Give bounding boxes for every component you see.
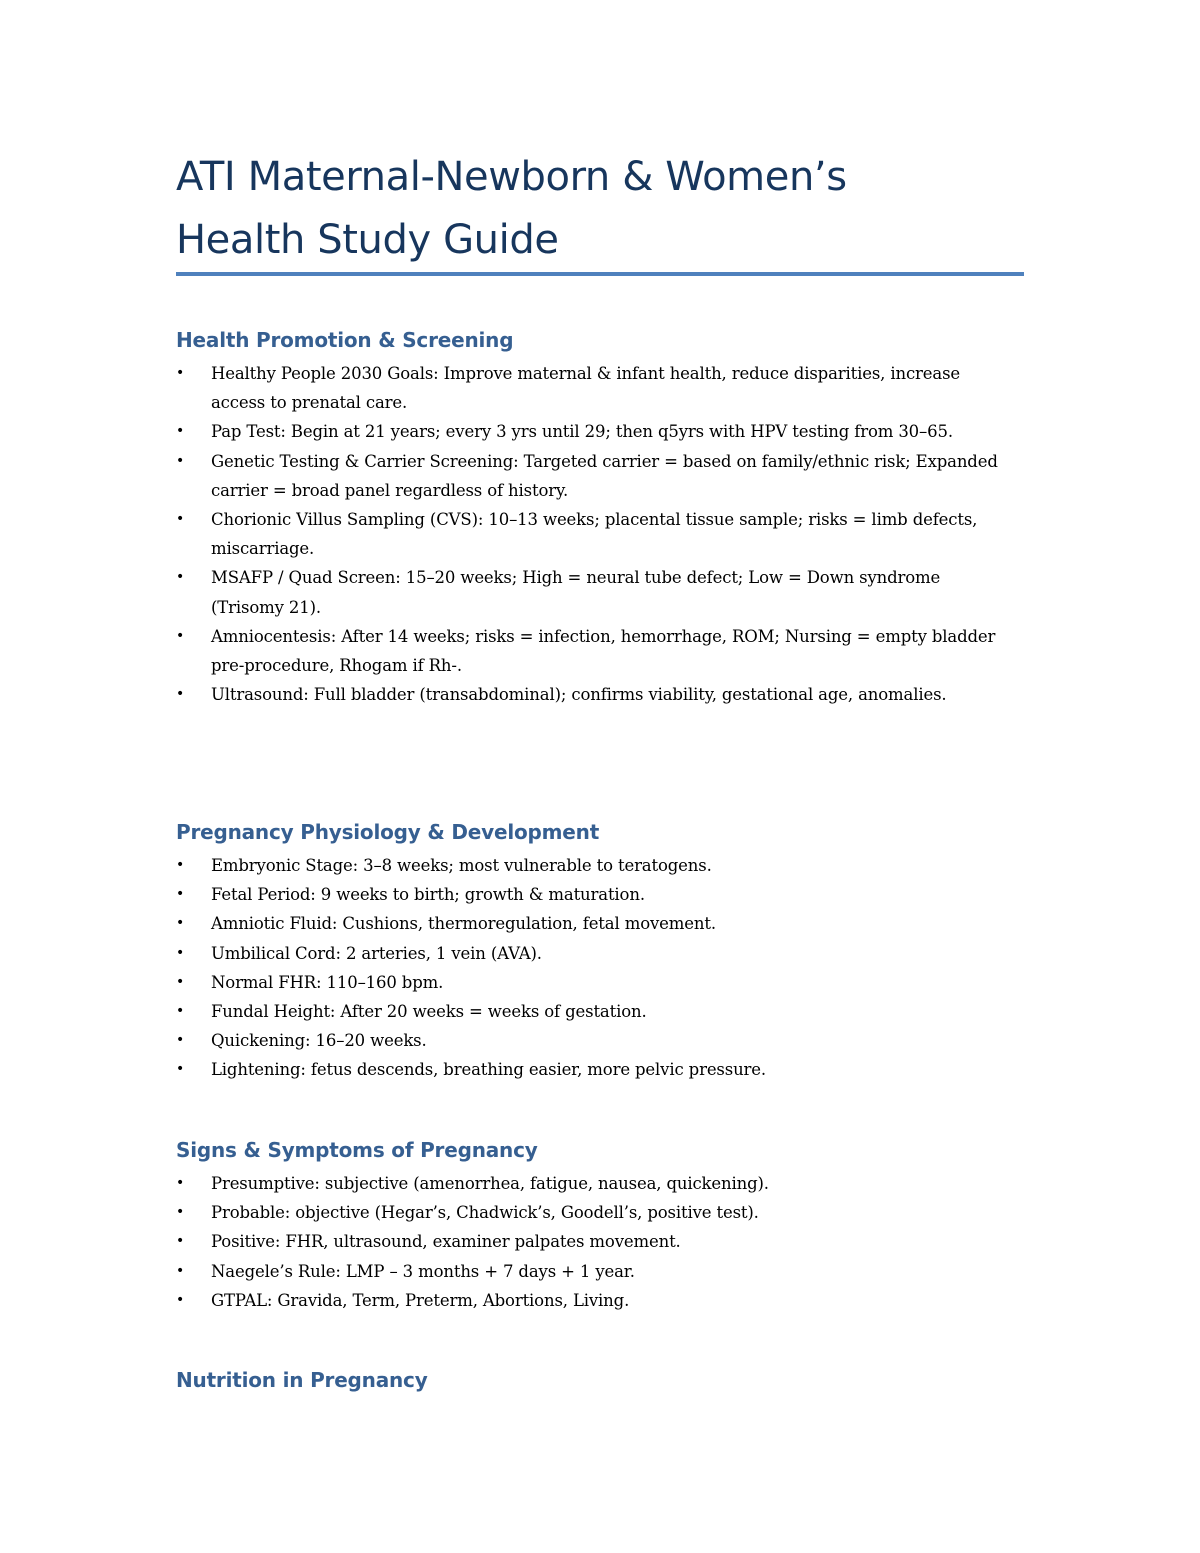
list-item-text: Normal FHR: 110–160 bpm. xyxy=(211,972,444,992)
list-item xyxy=(176,1227,1016,1256)
list-item xyxy=(176,1286,1016,1315)
list-item xyxy=(176,1055,1016,1084)
list-item xyxy=(176,968,1016,997)
list-item-text: Amniotic Fluid: Cushions, thermoregulation, fetal movement. xyxy=(211,914,716,934)
section-nutrition xyxy=(176,1367,1036,1393)
list-item-text: Probable: objective (Hegar’s, Chadwick’s, Goodell’s, positive test). xyxy=(211,1203,759,1223)
list-item xyxy=(176,909,1016,938)
list-item xyxy=(176,563,1016,621)
bullet-list xyxy=(176,1169,1036,1315)
bullet-icon: • xyxy=(176,1204,185,1221)
bullet-icon: • xyxy=(176,452,185,469)
section-heading: Nutrition in Pregnancy xyxy=(176,1368,428,1392)
bullet-icon: • xyxy=(176,686,185,703)
list-item xyxy=(176,505,1016,563)
section-heading: Health Promotion & Screening xyxy=(176,328,514,352)
bullet-list xyxy=(176,359,1036,709)
section-health-promotion xyxy=(176,327,1036,709)
bullet-icon: • xyxy=(176,1233,185,1250)
list-item-text: Lightening: fetus descends, breathing easier, more pelvic pressure. xyxy=(211,1060,766,1080)
list-item-text: Quickening: 16–20 weeks. xyxy=(211,1031,427,1051)
section-signs-symptoms xyxy=(176,1137,1036,1315)
title-underline-rule xyxy=(176,272,1024,276)
document-title xyxy=(176,146,1036,272)
list-item xyxy=(176,447,1016,505)
list-item xyxy=(176,939,1016,968)
list-item xyxy=(176,851,1016,880)
bullet-icon: • xyxy=(176,365,185,381)
list-item xyxy=(176,1169,1016,1198)
list-item-text: Chorionic Villus Sampling (CVS): 10–13 weeks; placental tissue sample; risks = limb defects, miscarriage. xyxy=(211,510,978,559)
section-pregnancy-physiology xyxy=(176,819,1036,1085)
list-item-text: Amniocentesis: After 14 weeks; risks = infection, hemorrhage, ROM; Nursing = empty bladder pre-procedure, Rhogam if Rh-. xyxy=(211,626,996,676)
bullet-list xyxy=(176,851,1036,1085)
list-item xyxy=(176,417,1016,446)
bullet-icon: • xyxy=(176,1032,185,1049)
list-item-text: Naegele’s Rule: LMP – 3 months + 7 days + 1 year. xyxy=(211,1261,635,1281)
list-item-text: Umbilical Cord: 2 arteries, 1 vein (AVA). xyxy=(211,943,542,963)
list-item-text: Healthy People 2030 Goals: Improve maternal & infant health, reduce disparities, increase access to prenatal care. xyxy=(211,364,961,413)
list-item xyxy=(176,1198,1016,1227)
list-item-text: Pap Test: Begin at 21 years; every 3 yrs until 29; then q5yrs with HPV testing from 30–65. xyxy=(211,422,953,442)
bullet-icon: • xyxy=(176,627,185,644)
list-item-text: Genetic Testing & Carrier Screening: Targeted carrier = based on family/ethnic risk; Expanded carrier = broad panel regardless of history. xyxy=(211,451,998,500)
list-item-text: Fundal Height: After 20 weeks = weeks of gestation. xyxy=(211,1002,647,1022)
bullet-icon: • xyxy=(176,511,185,528)
list-item xyxy=(176,1257,1016,1286)
list-item xyxy=(176,680,1016,709)
bullet-icon: • xyxy=(176,915,185,932)
list-item xyxy=(176,997,1016,1026)
list-item-text: Embryonic Stage: 3–8 weeks; most vulnerable to teratogens. xyxy=(211,856,712,875)
bullet-icon: • xyxy=(176,1175,185,1191)
document-title-line-2: Health Study Guide xyxy=(176,217,559,263)
bullet-icon: • xyxy=(176,1061,185,1078)
list-item xyxy=(176,622,1016,680)
list-item-text: Positive: FHR, ultrasound, examiner palpates movement. xyxy=(211,1232,681,1252)
list-item-text: Presumptive: subjective (amenorrhea, fatigue, nausea, quickening). xyxy=(211,1174,769,1193)
list-item-text: GTPAL: Gravida, Term, Preterm, Abortions, Living. xyxy=(211,1290,630,1310)
bullet-icon: • xyxy=(176,569,185,586)
bullet-icon: • xyxy=(176,1291,185,1308)
bullet-icon: • xyxy=(176,1003,185,1020)
document-title-line-1: ATI Maternal-Newborn & Women’s xyxy=(176,154,847,200)
section-heading: Signs & Symptoms of Pregnancy xyxy=(176,1138,538,1162)
bullet-icon: • xyxy=(176,944,185,961)
list-item xyxy=(176,1026,1016,1055)
section-heading: Pregnancy Physiology & Development xyxy=(176,820,600,844)
list-item xyxy=(176,359,1016,417)
bullet-icon: • xyxy=(176,857,185,873)
bullet-icon: • xyxy=(176,973,185,990)
list-item-text: MSAFP / Quad Screen: 15–20 weeks; High = neural tube defect; Low = Down syndrome (Trisomy 21). xyxy=(211,568,941,617)
bullet-icon: • xyxy=(176,423,185,440)
list-item-text: Fetal Period: 9 weeks to birth; growth & maturation. xyxy=(211,885,645,905)
list-item xyxy=(176,880,1016,909)
list-item-text: Ultrasound: Full bladder (transabdominal); confirms viability, gestational age, anomalies. xyxy=(211,685,947,705)
bullet-icon: • xyxy=(176,1262,185,1279)
bullet-icon: • xyxy=(176,886,185,903)
